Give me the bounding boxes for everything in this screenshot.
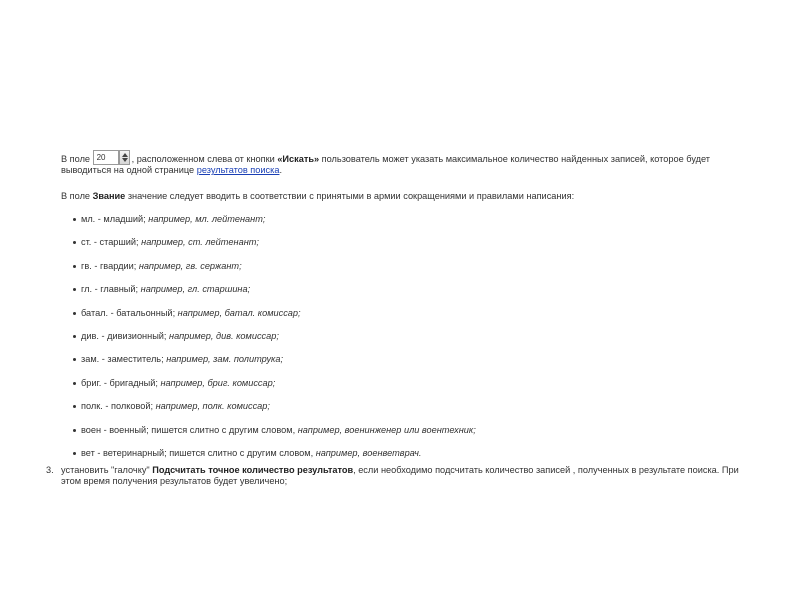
list-item [73,214,761,225]
abbr-example: например, бриг. комиссар; [160,377,276,388]
bullet-icon [73,312,76,315]
list-item [73,378,761,389]
item3-prefix: установить "галочку" [61,465,153,475]
bullet-icon [73,405,76,408]
para1-prefix: В поле [61,154,93,164]
page-size-paragraph [61,150,751,176]
list-item [73,261,761,272]
bullet-icon [73,218,76,221]
bullet-icon [73,241,76,244]
abbr-example: например, батал. комиссар; [177,307,301,318]
abbr-example: например, мл. лейтенант; [148,214,266,224]
abbr-text: мл. - младший; [81,214,149,224]
page-size-value[interactable]: 20 [93,150,119,165]
list-item [73,308,761,319]
list-item [73,237,761,248]
bullet-icon [73,288,76,291]
rank-field-name: Звание [92,191,126,201]
abbr-example: например, ст. лейтенант; [141,237,259,248]
list-item [73,284,761,295]
list-item [73,331,761,342]
para1-suffix: пользователь может указать максимальное количество найденных записей, которое будет выводиться на одной странице [61,154,710,175]
item-number: 3. [46,465,54,475]
numbered-item-3 [46,465,766,487]
abbr-text: гл. - главный; [81,284,141,295]
search-button-name: «Искать» [277,154,320,164]
abbr-example: например, военветврач. [315,447,422,458]
rank-paragraph [61,191,761,202]
abbreviation-list [61,214,761,459]
para1-end: . [279,165,283,175]
abbr-example: например, гв. сержант; [138,260,242,271]
bullet-icon [73,382,76,385]
para2-suffix: значение следует вводить в соответствии с принятыми в армии сокращениями и правилами написания: [125,191,575,201]
search-results-link[interactable]: результатов поиска [196,165,280,175]
list-item [73,425,761,436]
abbr-text: ст. - старший; [81,237,142,248]
abbr-text: бриг. - бригадный; [81,377,161,388]
abbr-example: например, зам. политрука; [166,354,284,365]
spinner-down-icon[interactable] [122,158,128,162]
spinner-arrows-icon[interactable] [119,150,130,165]
help-content [61,150,761,459]
para1-middle: , расположенном слева от кнопки [131,154,278,164]
list-item [73,354,761,365]
bullet-icon [73,452,76,455]
abbr-text: полк. - полковой; [81,401,156,412]
abbr-example: например, гл. старшина; [140,284,251,295]
abbr-text: див. - дивизионный; [81,330,170,341]
abbr-text: батал. - батальонный; [81,307,178,318]
abbr-text: гв. - гвардии; [81,260,139,271]
abbr-text: воен - военный; пишется слитно с другим словом, [81,424,298,435]
exact-count-option-name: Подсчитать точное количество результатов [152,465,354,475]
para2-prefix: В поле [61,191,93,201]
abbr-example: например, военинженер или воентехник; [297,424,476,435]
abbr-text: зам. - заместитель; [81,354,167,365]
list-item [73,401,761,412]
list-item [73,448,761,459]
page-size-spinner[interactable] [93,150,131,165]
abbr-example: например, полк. комиссар; [155,401,270,412]
bullet-icon [73,335,76,338]
bullet-icon [73,265,76,268]
spinner-up-icon[interactable] [122,153,128,157]
bullet-icon [73,429,76,432]
abbr-example: например, див. комиссар; [169,330,279,341]
abbr-text: вет - ветеринарный; пишется слитно с другим словом, [81,447,316,458]
item3-text [61,465,751,487]
item3-suffix: , если необходимо подсчитать количество записей , полученных в результате поиска. При этом время получения результатов будет увеличено; [61,465,739,486]
bullet-icon [73,358,76,361]
